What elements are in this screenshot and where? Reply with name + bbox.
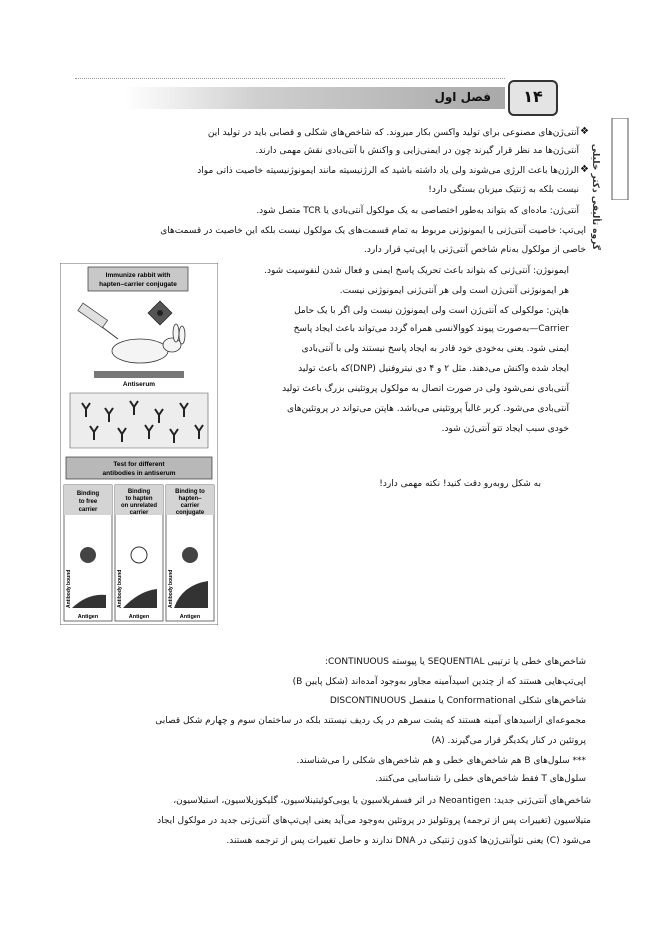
text-line: آنتی‌ژن‌ها مد نظر قرار گیرند چون در ایمنی‌زایی و واکنش با آنتی‌بادی نقش مهمی دارند. [255,146,579,156]
immunize-label-line2: hapten–carrier conjugate [99,281,177,288]
carrier-icon [80,547,96,563]
conjugate-icon [182,547,198,563]
panel-label: hapten– [178,496,202,502]
text-line: آنتی‌ژن: ماده‌ای که بتواند به‌طور اختصاصی به یک مولکول آنتی‌بادی یا TCR متصل شود. [256,206,579,216]
side-label: گروه تألیفی دکتر خلیلی [590,143,600,250]
panel-label: on unrelated [120,503,158,509]
text-line: آنتی‌بادی می‌شود. کربر غالباً پروتئینی می‌باشد. هاپتن می‌تواند در پروتئین‌های [287,404,569,414]
text-line: اپی‌تپ‌هایی هستند که از چندین اسیدآمینه مجاور به‌وجود آمده‌اند (شکل پایین B) [292,677,586,687]
text-line: مجموعه‌ای ازاسیدهای آمینه هستند که پشت سرهم در یک ردیف نیستند بلکه در ساختمان سوم و چهارم شکل قصابی [155,716,586,726]
text-line: خودی سبب ایجاد تتو آنتی‌ژن شود. [441,424,569,434]
text-line: هاپتن: مولکولی که آنتی‌ژن است ولی ایمونوژن نیست ولی اگر با یک حامل [294,306,569,316]
y-axis-label: Antibody bound [66,569,72,608]
y-axis-label: Antibody bound [117,569,123,608]
text-line: اپی‌تپ: خاصیت آنتی‌ژنی یا ایمونوژنی مربوط به تمام قسمت‌های یک مولکول نیست بلکه این خاصیت در قسمت‌های [160,226,586,236]
panel-label: carrier [129,510,149,516]
text-line: نیست بلکه به ژنتیک میزبان بستگی دارد! [428,185,579,195]
panel-label: to free [78,499,98,505]
text-line: Carrier—به‌صورت پیوند کووالانسی همراه گردد می‌تواند باعث ایجاد پاسخ [293,324,569,334]
text-line: آنتی‌بادی نمی‌شود ولی در صورت اتصال به مولکول پروتئینی بزرگ باعث تولید [282,384,569,394]
text-line: شاخص‌های خطی یا ترتیبی SEQUENTIAL یا پیوسته CONTINUOUS: [324,657,586,667]
chapter-title: فصل اول [434,90,491,104]
page-number-tab [508,80,558,116]
text-line: متیلاسیون (تغییرات پس از ترجمه) پروتئولیز در پروتئین به‌وجود می‌آید یعنی اپی‌تپ‌های آنتی‌ژنی جدید در مولکول ایجاد [157,816,591,826]
bullet-diamond-icon: ❖ [580,164,589,175]
panel-label: carrier [78,507,98,513]
x-axis-label: Antigen [179,614,201,620]
x-axis-label: Antigen [128,614,150,620]
immunize-label-line1: Immunize rabbit with [105,272,171,279]
text-line: پروتئین در کنار یکدیگر قرار می‌گیرند. (A) [431,736,586,746]
text-line: هر ایمونوژنی آنتی‌ژن است ولی هر آنتی‌ژنی ایمونوژنی نیست. [339,286,569,296]
text-line: سلول‌های T فقط شاخص‌های خطی را شناسایی می‌کنند. [375,774,586,784]
panel-label: to hapten [125,496,153,502]
panel-label: Binding [127,489,151,495]
text-line: می‌شود (C) یعنی نئوآنتی‌ژن‌ها کدون ژنتیکی در DNA ندارند و حاصل تغییرات پس از ترجمه هستند. [226,836,591,846]
text-line: خاصی از مولکول به‌نام شاخص آنتی‌ژنی یا اپی‌تپ قرار دارد. [364,245,586,255]
bullet-diamond-icon: ❖ [580,126,589,137]
text-line: ایجاد شده واکنش می‌دهند. مثل ۲ و ۴ دی نیتروفنیل (DNP)که باعث تولید [298,364,569,374]
antiserum-label: Antiserum [122,381,156,388]
antiserum-bar [94,371,184,378]
chapter-title-bar [125,87,505,109]
text-line: شاخص‌های آنتی‌ژنی جدید: Neoantigen در اثر فسفریلاسیون یا یوبی‌کوئیتینلاسیون، گلیکوزیلاسیون، استیلاسیون، [173,796,591,806]
panel-label: carrier [180,503,200,509]
page-number: ۱۴ [523,87,543,106]
text-line: *** سلول‌های B هم شاخص‌های خطی و هم شاخص‌های شکلی را می‌شناسند. [296,756,586,766]
antibody-region [70,393,208,448]
text-line: آنتی‌ژن‌های مصنوعی برای تولید واکسن بکار میروند. که شاخص‌های شکلی و قصابی باید در تولید این [207,128,579,138]
test-label-line2: antibodies in antiserum [102,470,176,477]
text-line: شاخص‌های شکلی Conformational یا منفصل DISCONTINUOUS [329,696,586,706]
header-dotted-rule [75,78,505,79]
y-axis-label: Antibody bound [168,569,174,608]
test-label-line1: Test for different [113,461,165,468]
side-tab-decoration [610,118,630,200]
text-line: ایمنی شود. یعنی به‌خودی خود قادر به ایجاد پاسخ نیستند ولی با آنتی‌بادی [301,344,569,354]
text-line: ایمونوژن: آنتی‌ژنی که بتواند باعث تحریک پاسخ ایمنی و فعال شدن لنفوسیت شود. [264,266,569,276]
hapten-carrier-figure [60,263,218,625]
panel-label: Binding to [175,489,205,495]
text-line: به شکل روبه‌رو دقت کنید! نکته مهمی دارد! [379,479,541,489]
panel-label: conjugate [175,510,205,516]
x-axis-label: Antigen [77,614,99,620]
text-line: الرژن‌ها باعث الرژی می‌شوند ولی یاد داشته باشید که الرژنیسیته مانند ایمونوژنیسیته خاصیت ذاتی مواد [197,166,579,176]
unrelated-carrier-icon [131,547,147,563]
panel-label: Binding [76,491,100,497]
